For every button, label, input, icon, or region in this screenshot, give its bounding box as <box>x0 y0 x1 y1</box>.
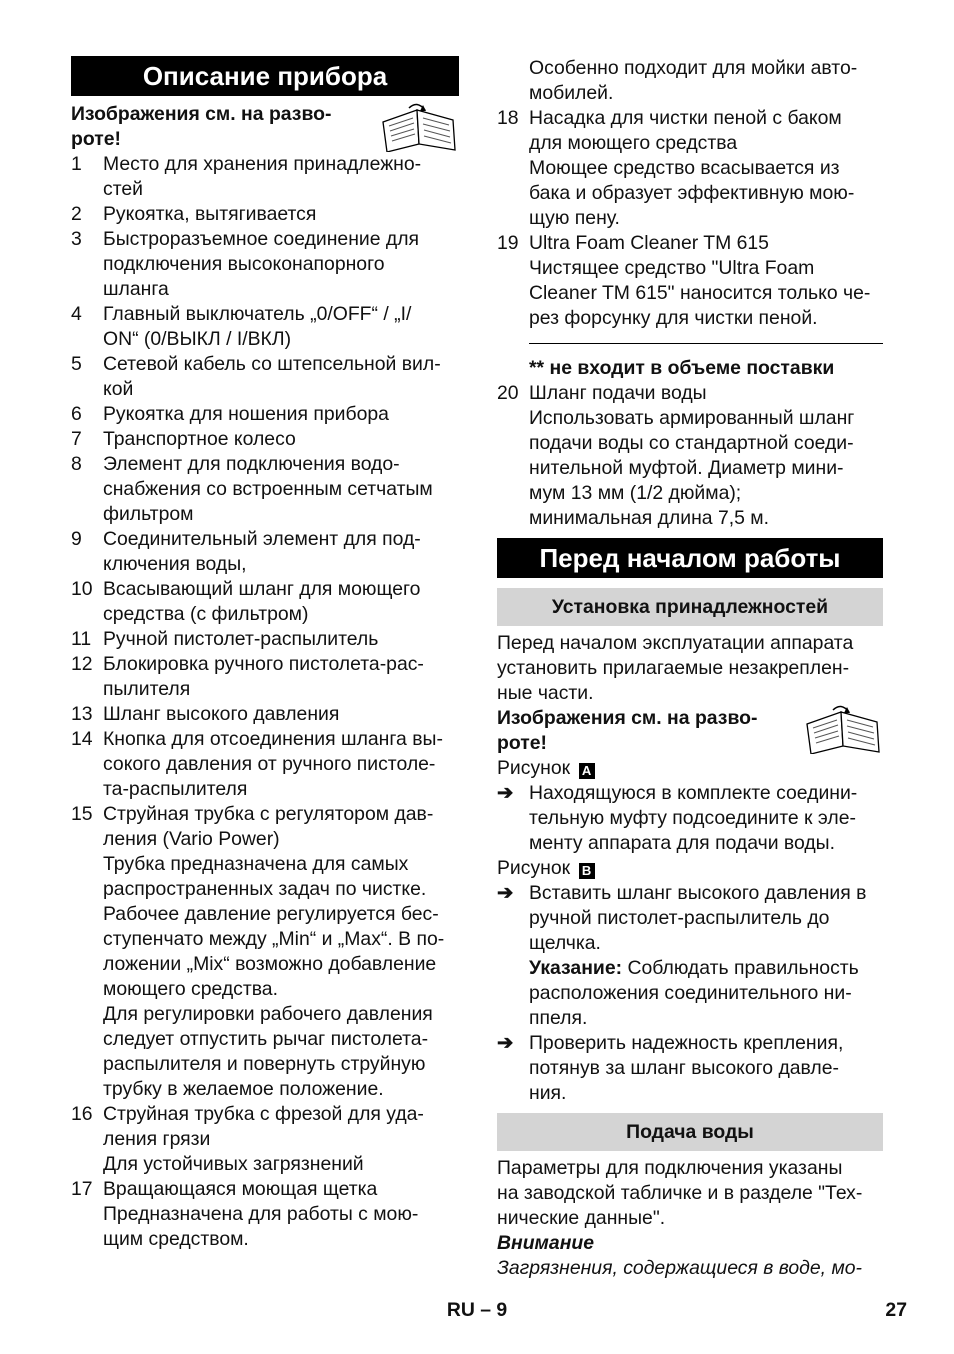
item-text-line: кой <box>103 378 134 400</box>
item-number: 2 <box>71 203 82 225</box>
see-foldout-note <box>71 102 459 152</box>
item-text-line: щую пену. <box>529 207 620 229</box>
parts-list-continued <box>497 106 883 331</box>
item-text-line: Быстроразъемное соединение для <box>103 228 420 250</box>
item-text-line: Шланг подачи воды <box>529 382 707 404</box>
text-line: ные части. <box>497 682 594 704</box>
item-17-continuation <box>497 56 883 106</box>
text-line: щелчка. <box>529 932 601 954</box>
item-text-line: Насадка для чистки пеной с баком <box>529 107 842 129</box>
item-number: 4 <box>71 303 82 325</box>
see-foldout-line-2: роте! <box>71 128 121 150</box>
text-line: Перед началом эксплуатации аппарата <box>497 632 854 654</box>
text-line: установить прилагаемые незакреплен- <box>497 657 850 679</box>
page-number: 27 <box>885 1299 907 1321</box>
item-text-line: трубку в желаемое положение. <box>103 1078 384 1100</box>
step-insert-hose <box>497 881 883 1031</box>
list-item <box>71 352 459 402</box>
item-text-line: Ultra Foam Cleaner TM 615 <box>529 232 769 254</box>
item-text-line: щим средством. <box>103 1228 249 1250</box>
item-number: 13 <box>71 703 93 725</box>
arrow-right-icon: ➔ <box>497 882 514 904</box>
item-text-line: Кнопка для отсоединения шланга вы- <box>103 728 443 750</box>
item-number: 15 <box>71 803 93 825</box>
list-item <box>71 577 459 627</box>
list-item <box>497 106 883 231</box>
item-number: 20 <box>497 382 519 404</box>
parts-list-item-20 <box>497 381 883 531</box>
item-text-line: для моющего средства <box>529 132 738 154</box>
item-text-line: шланга <box>103 278 169 300</box>
item-text-line: стей <box>103 178 143 200</box>
item-number: 19 <box>497 232 519 254</box>
text-line: ручной пистолет-распылитель до <box>529 907 830 929</box>
item-text-line: Для устойчивых загрязнений <box>103 1153 364 1175</box>
list-item <box>71 227 459 302</box>
attention-text: Загрязнения, содержащиеся в воде, мо- <box>497 1257 862 1279</box>
text-line: нические данные". <box>497 1207 666 1229</box>
see-foldout-line-2: роте! <box>497 732 547 754</box>
item-text-line: рез форсунку для чистки пеной. <box>529 307 818 329</box>
list-item <box>71 802 459 1102</box>
figure-b-label <box>497 856 883 881</box>
list-item <box>71 402 459 427</box>
step-connect-coupling <box>497 781 883 856</box>
figure-a-label <box>497 756 883 781</box>
item-number: 17 <box>71 1178 93 1200</box>
text-line: менту аппарата для подачи воды. <box>529 832 835 854</box>
text-line: тельную муфту подсоедините к эле- <box>529 807 856 829</box>
subsection-title-accessories: Установка принадлежностей <box>497 588 883 626</box>
item-number: 7 <box>71 428 82 450</box>
text-line: Параметры для подключения указаны <box>497 1157 843 1179</box>
item-text-line: Соединительный элемент для под- <box>103 528 421 550</box>
list-item <box>71 452 459 527</box>
item-text-line: бака и образует эффективную мою- <box>529 182 855 204</box>
list-item <box>71 652 459 702</box>
item-text-line: Транспортное колесо <box>103 428 296 450</box>
item-text-line: распылителя и повернуть струйную <box>103 1053 426 1075</box>
item-number: 5 <box>71 353 82 375</box>
item-number: 18 <box>497 107 519 129</box>
item-number: 1 <box>71 153 82 175</box>
item-text-line: Ручной пистолет-распылитель <box>103 628 379 650</box>
item-text-line: Для регулировки рабочего давления <box>103 1003 433 1025</box>
item-number: 16 <box>71 1103 93 1125</box>
footer-section-page: RU – 9 <box>446 1299 508 1321</box>
text-line: ппеля. <box>529 1007 588 1029</box>
item-text-line: Элемент для подключения водо- <box>103 453 400 475</box>
item-text-line: ступенчато между „Min“ и „Max“. В по- <box>103 928 445 950</box>
item-number: 11 <box>71 628 92 650</box>
list-item <box>71 702 459 727</box>
item-text-line: ления (Vario Power) <box>103 828 280 850</box>
text-line: Вставить шланг высокого давления в <box>529 882 867 904</box>
item-text-line: минимальная длина 7,5 м. <box>529 507 770 529</box>
item-text-line: распространенных задач по чистке. <box>103 878 427 900</box>
see-foldout-line-1: Изображения см. на разво- <box>71 103 332 125</box>
note-label: Указание: <box>529 957 623 979</box>
list-item <box>71 727 459 802</box>
item-text-line: сокого давления от ручного пистоле- <box>103 753 436 775</box>
list-item <box>71 302 459 352</box>
item-text-line: нительной муфтой. Диаметр мини- <box>529 457 844 479</box>
text-line: расположения соединительного ни- <box>529 982 852 1004</box>
figure-label-text: Рисунок <box>497 857 571 879</box>
item-text-line: Моющее средство всасывается из <box>529 157 840 179</box>
item-text-line: фильтром <box>103 503 194 525</box>
item-text-line: Предназначена для работы с мою- <box>103 1203 419 1225</box>
item-text-line: ключения воды, <box>103 553 247 575</box>
item-text-line: средства (с фильтром) <box>103 603 309 625</box>
item-number: 9 <box>71 528 82 550</box>
item-text-line: Струйная трубка с фрезой для уда- <box>103 1103 424 1125</box>
step-check-connection <box>497 1031 883 1106</box>
item-number: 8 <box>71 453 82 475</box>
item-text-line: ления грязи <box>103 1128 211 1150</box>
list-item <box>497 381 883 531</box>
figure-label-text: Рисунок <box>497 757 571 779</box>
item-text-line: Шланг высокого давления <box>103 703 340 725</box>
attention-heading: Внимание <box>497 1232 595 1254</box>
item-text-line: моющего средства. <box>103 978 278 1000</box>
list-item <box>497 231 883 331</box>
item-text-line: Всасывающий шланг для моющего <box>103 578 421 600</box>
item-number: 3 <box>71 228 82 250</box>
item-text-line: та-распылителя <box>103 778 248 800</box>
item-text-line: Рабочее давление регулируется бес- <box>103 903 439 925</box>
list-item <box>71 152 459 202</box>
left-column <box>71 56 459 1252</box>
note-text: Соблюдать правильность <box>622 957 859 979</box>
text-line: на заводской табличке и в разделе "Тех- <box>497 1182 863 1204</box>
item-text-line: снабжения со встроенным сетчатым <box>103 478 433 500</box>
item-text-line: подключения высоконапорного <box>103 253 385 275</box>
item-text-line: ложении „Mix“ возможно добавление <box>103 953 437 975</box>
item-text-line: Место для хранения принадлежно- <box>103 153 422 175</box>
item-text-line: подачи воды со стандартной соеди- <box>529 432 854 454</box>
text-line: Проверить надежность крепления, <box>529 1032 844 1054</box>
section-title-before-start: Перед началом работы <box>497 538 883 578</box>
see-foldout-note-2 <box>497 706 883 756</box>
item-text-line: Трубка предназначена для самых <box>103 853 409 875</box>
item-number: 10 <box>71 578 93 600</box>
item-text-line: Струйная трубка с регулятором дав- <box>103 803 434 825</box>
item-text-line: Блокировка ручного пистолета-рас- <box>103 653 424 675</box>
item-text-line: Сетевой кабель со штепсельной вил- <box>103 353 441 375</box>
item-text-line: Главный выключатель „0/OFF“ / „I/ <box>103 303 412 325</box>
item-text-line: Рукоятка для ношения прибора <box>103 403 389 425</box>
arrow-right-icon: ➔ <box>497 782 514 804</box>
open-book-icon <box>803 704 883 754</box>
item-number: 14 <box>71 728 93 750</box>
item-text-line: следует отпустить рычаг пистолета- <box>103 1028 429 1050</box>
note-line <box>529 956 883 981</box>
right-column <box>497 56 883 1281</box>
item-text-line: Рукоятка, вытягивается <box>103 203 317 225</box>
item-text-line: Вращающаяся моющая щетка <box>103 1178 378 1200</box>
text-line: потянув за шланг высокого давле- <box>529 1057 839 1079</box>
subsection-title-water-supply: Подача воды <box>497 1113 883 1151</box>
item-text-line: Использовать армированный шланг <box>529 407 855 429</box>
item-number: 12 <box>71 653 93 675</box>
item-text-line: ON“ (0/ВЫКЛ / I/ВКЛ) <box>103 328 292 350</box>
figure-a-badge: A <box>579 763 595 779</box>
figure-b-badge: B <box>579 863 595 879</box>
item-text-line: Чистящее средство "Ultra Foam <box>529 257 815 279</box>
item-text-line: пылителя <box>103 678 191 700</box>
list-item <box>71 527 459 577</box>
open-book-icon <box>379 102 459 152</box>
text-line: мобилей. <box>529 82 614 104</box>
intro-paragraph <box>497 631 883 706</box>
item-number: 6 <box>71 403 82 425</box>
text-line: Особенно подходит для мойки авто- <box>529 57 858 79</box>
list-item <box>71 427 459 452</box>
text-line: Находящуюся в комплекте соедини- <box>529 782 858 804</box>
list-item <box>71 1102 459 1177</box>
item-text-line: мум 13 мм (1/2 дюйма); <box>529 482 742 504</box>
item-text-line: Cleaner TM 615" наносится только че- <box>529 282 871 304</box>
section-title-device-description: Описание прибора <box>71 56 459 96</box>
not-included-note: ** не входит в объеме поставки <box>529 357 835 379</box>
parts-list <box>71 152 459 1252</box>
list-item <box>71 202 459 227</box>
see-foldout-line-1: Изображения см. на разво- <box>497 707 758 729</box>
list-item <box>71 627 459 652</box>
water-supply-paragraph <box>497 1156 883 1231</box>
text-line: ния. <box>529 1082 567 1104</box>
list-item <box>71 1177 459 1252</box>
arrow-right-icon: ➔ <box>497 1032 514 1054</box>
divider-line <box>529 331 883 344</box>
